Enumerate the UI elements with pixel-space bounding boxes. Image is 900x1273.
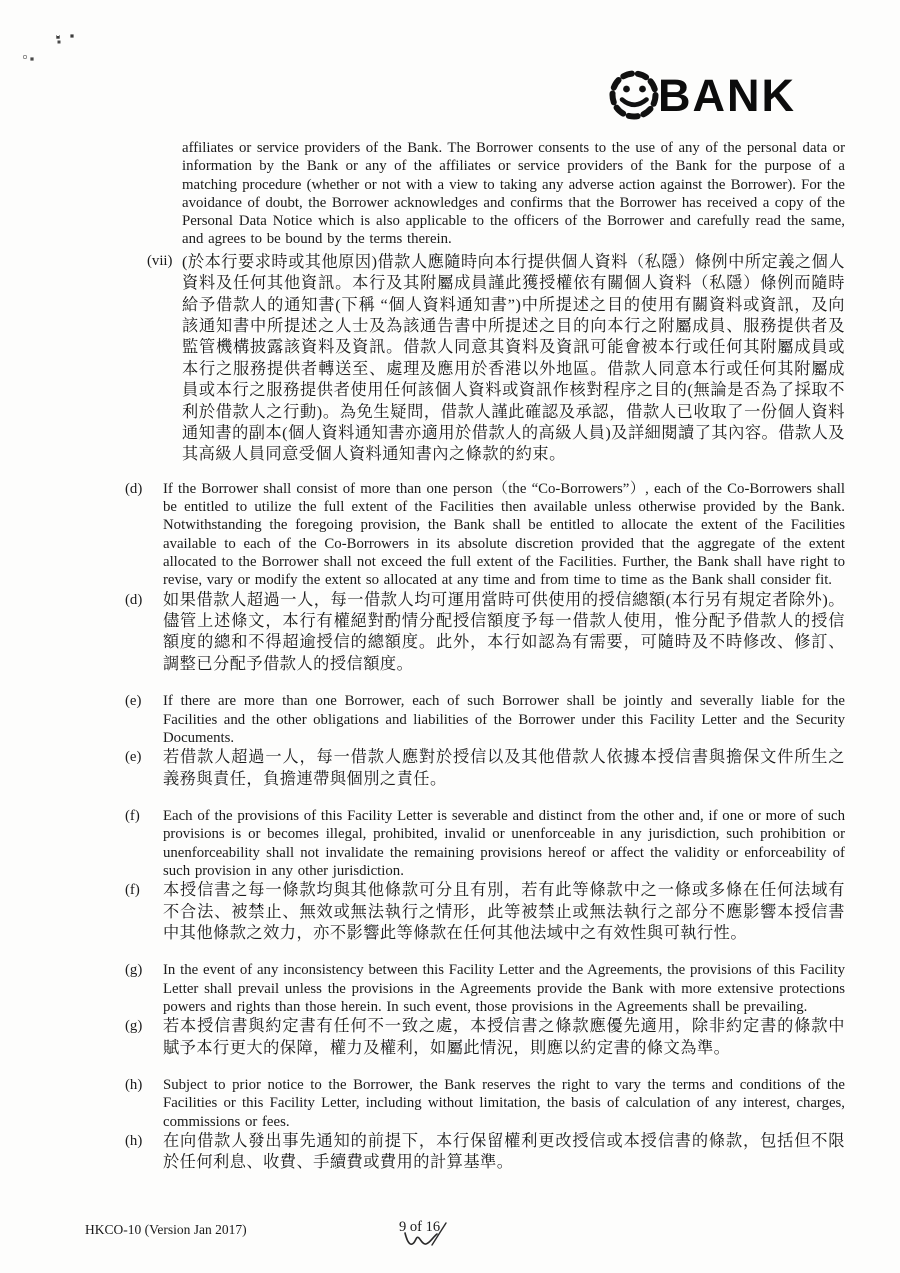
document-body bbox=[125, 139, 845, 1191]
clause-g-english: In the event of any inconsistency between this Facility Letter and the Agreements, the provisions of this Facility Letter shall prevail unless the provisions in the Agreements provide the Bank with more extensive protections powers and rights than those herein. In such event, those provisions in the Agreements shall be prevailing. bbox=[163, 962, 845, 1015]
clause-h bbox=[125, 1076, 845, 1174]
bank-logo-text: BANK bbox=[658, 70, 796, 121]
clause-g-chinese: 若本授信書與約定書有任何不一致之處，本授信書之條款應優先適用，除非約定書的條款中賦予本行更大的保障，權力及權利，如屬此情況，則應以約定書的條文為準。 bbox=[163, 1017, 845, 1057]
clause-h-chinese: 在向借款人發出事先通知的前提下，本行保留權利更改授信或本授信書的條款，包括但不限於任何利息、收費、手續費或費用的計算基準。 bbox=[163, 1131, 845, 1172]
clause-e-label-en: (e) bbox=[125, 693, 142, 710]
clause-g-label-en: (g) bbox=[125, 962, 143, 979]
clause-h-label-en: (h) bbox=[125, 1077, 143, 1094]
clause-f-label-en: (f) bbox=[125, 807, 140, 824]
smiley-face-icon bbox=[613, 74, 656, 117]
continuation-paragraph: affiliates or service providers of the Bank. The Borrower consents to the use of any of the personal data or information by the Bank or any of the affiliates or service providers of the Bank for the purpose of a matching procedure (whether or not with a view to taking any adverse action against the Borrower). For the avoidance of doubt, the Borrower acknowledges and confirms that the Borrower has received a copy of the Personal Data Notice which is also applicable to the officers of the Borrower and carefully read the same, and agrees to be bound by the terms therein. bbox=[182, 140, 845, 248]
clause-e-english: If there are more than one Borrower, each of such Borrower shall be jointly and severally liable for the Facilities and the other obligations and liabilities of the Borrower under this Facility Letter and the Security Documents. bbox=[163, 693, 845, 746]
clause-d-label-en: (d) bbox=[125, 480, 143, 497]
handwritten-check-mark bbox=[401, 1232, 453, 1250]
clause-e bbox=[125, 692, 845, 790]
clause-d-english: If the Borrower shall consist of more than one person（the “Co-Borrowers”）, each of the Co-Borrowers shall be entitled to utilize the full extent of the Facilities then available unless otherwise provided by the Bank. Notwithstanding the foregoing provision, the Bank shall be entitled to allocate the extent of the Facilities available to each of the Co-Borrowers in its absolute discretion provided that the aggregate of the extent allocated to the Borrower shall not exceed the full extent of the Facilities. Further, the Bank shall have right to revise, vary or modify the extent so allocated at any time and from time to time as the Bank shall consider fit. bbox=[163, 480, 845, 589]
clause-f-english: Each of the provisions of this Facility Letter is severable and distinct from the other and, if one or more of such provisions is or becomes illegal, prohibited, invalid or unenforceable in any jurisdiction, such prohibition or unenforceability shall not invalidate the remaining provisions hereof or affect the validity or enforceability of such provision in any other jurisdiction. bbox=[163, 807, 845, 879]
clause-h-label-zh: (h) bbox=[125, 1132, 143, 1149]
clause-f bbox=[125, 807, 845, 944]
clause-f-label-zh: (f) bbox=[125, 882, 140, 899]
clause-g bbox=[125, 961, 845, 1059]
clause-f-chinese: 本授信書之每一條款均與其他條款可分且有別，若有此等條款中之一條或多條在任何法域有不合法、被禁止、無效或無法執行之情形，此等被禁止或無法執行之部分不應影響本授信書中其他條款之效力，亦不影響此等條款在任何其他法域中之有效性與可執行性。 bbox=[163, 881, 845, 942]
clause-e-label-zh: (e) bbox=[125, 749, 142, 766]
page-number: 9 of 16 bbox=[399, 1219, 441, 1235]
clause-g-label-zh: (g) bbox=[125, 1018, 143, 1035]
clause-vii-label: (vii) bbox=[147, 252, 173, 269]
clause-vii-chinese: (於本行要求時或其他原因)借款人應隨時向本行提供個人資料（私隱）條例中所定義之個人資料及任何其他資訊。本行及其附屬成員謹此獲授權依有關個人資料（私隱）條例而隨時給予借款人的通知書(下稱 “個人資料通知書”)中所提述之目的使用有關資料或資訊，及向該通知書中所提述之人士及為該通告書中所提述之目的向本行之附屬成員、服務提供者及監管機構披露該資料及資訊。借款人同意其資料及資訊可能會被本行或任何其附屬成員或本行之服務提供者轉送至、處理及應用於香港以外地區。借款人同意本行或任何其附屬成員或本行之服務提供者使用任何該個人資料或資訊作核對程序之目的(無論是否為了採取不利於借款人之行動)。為免生疑問，借款人謹此確認及承認，借款人已收取了一份個人資料通知書的副本(個人資料通知書亦適用於借款人的高級人員)及詳細閱讀了其內容。借款人及其高級人員同意受個人資料通知書內之條款的約束。 bbox=[182, 252, 845, 464]
smiley-face-bank-logo bbox=[606, 66, 816, 124]
doc-code: HKCO-10 (Version Jan 2017) bbox=[85, 1222, 247, 1237]
clause-h-english: Subject to prior notice to the Borrower, the Bank reserves the right to vary the terms and conditions of the Facilities or this Facility Letter, including without limitation, the basis of calculation of any interest, charges, commissions or fees. bbox=[163, 1077, 845, 1130]
bank-logo bbox=[606, 66, 816, 124]
clause-e-chinese: 若借款人超過一人，每一借款人應對於授信以及其他借款人依據本授信書與擔保文件所生之義務與責任，負擔連帶與個別之責任。 bbox=[163, 748, 845, 788]
clause-d bbox=[125, 480, 845, 675]
scan-artifact bbox=[57, 34, 59, 36]
clause-d-label-zh: (d) bbox=[125, 591, 143, 608]
clause-vii bbox=[125, 252, 845, 466]
clause-d-chinese: 如果借款人超過一人，每一借款人均可運用當時可供使用的授信總額(本行另有規定者除外)。儘管上述條文，本行有權絕對酌情分配授信額度予每一借款人使用，惟分配予借款人的授信額度的總和不得超逾授信的總額度。此外，本行如認為有需要，可隨時及不時修改、修訂、調整已分配予借款人的授信額度。 bbox=[163, 590, 845, 673]
scan-artifact bbox=[24, 56, 26, 58]
